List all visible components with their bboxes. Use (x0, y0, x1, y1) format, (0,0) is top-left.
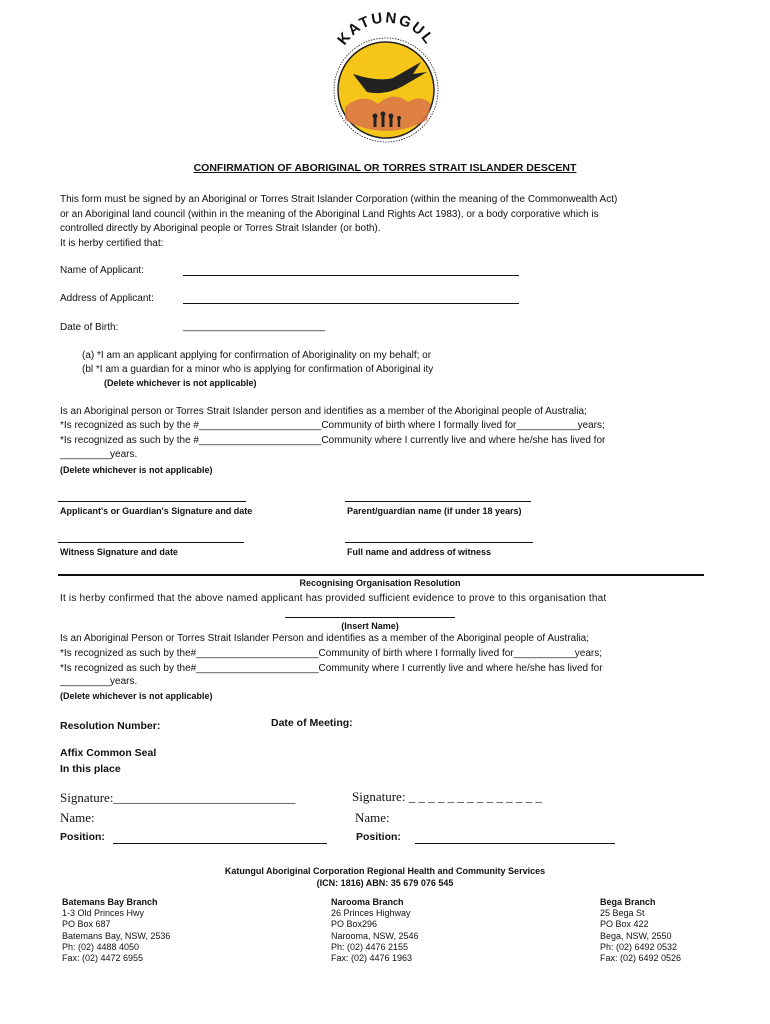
common-seal-place: In this place (60, 763, 121, 775)
right-signature-field[interactable]: Signature: _ _ _ _ _ _ _ _ _ _ _ _ _ _ (352, 789, 542, 804)
footer-org: Katungul Aboriginal Corporation Regional Health and Community Services (224, 866, 546, 876)
witness-name-line[interactable] (345, 542, 533, 543)
recognized-birth-line: *Is recognized as such by the #______________________Community of birth where I formally lived for___________years; (60, 420, 605, 431)
left-position-label: Position: (60, 831, 105, 843)
intro-line: It is herby certified that: (60, 237, 164, 249)
branch-batemans-bay (62, 897, 170, 964)
branch-line: 25 Bega St (600, 908, 645, 919)
branch-line: Narooma, NSW, 2546 (331, 930, 419, 941)
parent-name-label: Parent/guardian name (if under 18 years) (347, 506, 522, 516)
branch-bega (600, 897, 681, 964)
resolution-years-line: _________years. (60, 676, 138, 687)
branch-line: Fax: (02) 4472 6955 (62, 953, 144, 964)
footer-ids: (ICN: 1816) ABN: 35 679 076 545 (316, 878, 454, 888)
resolution-confirm-line: It is herby confirmed that the above named applicant has provided sufficient evidence to prove to this organisation that (60, 593, 607, 604)
branch-name: Batemans Bay Branch (62, 897, 158, 907)
dob-label: Date of Birth: (60, 322, 119, 333)
right-position-label: Position: (356, 831, 401, 843)
branch-line: Bega, NSW, 2550 (600, 930, 672, 941)
common-seal-label: Affix Common Seal (60, 747, 157, 759)
logo-title: KATUNGUL (334, 12, 438, 49)
dob-field[interactable]: ____________________________ (183, 321, 325, 332)
branch-line: 1-3 Old Princes Hwy (62, 908, 145, 919)
left-name-label: Name: (60, 810, 95, 825)
years-line: _________years. (60, 449, 138, 460)
applicant-signature-line[interactable] (58, 501, 246, 502)
left-signature-field[interactable]: Signature:____________________________ (60, 790, 296, 805)
intro-line: This form must be signed by an Aboriginal or Torres Strait Islander Corporation (within the meaning of the Commonwealth Act) (60, 194, 618, 205)
insert-name-field[interactable] (285, 617, 455, 618)
witness-signature-label: Witness Signature and date (60, 547, 178, 557)
branch-line: Ph: (02) 6492 0532 (600, 941, 678, 952)
katungul-logo (323, 12, 449, 146)
branch-line: Fax: (02) 6492 0526 (600, 953, 682, 964)
identity-line: Is an Aboriginal person or Torres Strait Islander person and identifies as a member of the Aboriginal people of Australia; (60, 406, 587, 417)
branch-line: 26 Princes Highway (331, 908, 411, 919)
meeting-date-label: Date of Meeting: (271, 717, 353, 729)
name-label: Name of Applicant: (60, 265, 144, 276)
parent-name-line[interactable] (345, 501, 531, 502)
branch-line: Ph: (02) 4488 4050 (62, 941, 140, 952)
resolution-number-label: Resolution Number: (60, 720, 161, 732)
intro-line: controlled directly by Aboriginal people or Torres Strait Islander (or both). (60, 223, 381, 234)
resolution-heading: Recognising Organisation Resolution (299, 578, 461, 588)
witness-name-label: Full name and address of witness (347, 547, 492, 557)
name-field[interactable] (183, 275, 519, 276)
witness-signature-line[interactable] (58, 542, 244, 543)
resolution-current-line: *Is recognized as such by the#______________________Community where I currently live and where he/she has lived for (60, 663, 603, 674)
insert-name-label: (Insert Name) (341, 621, 399, 631)
section1-note: (Delete whichever is not applicable) (60, 465, 213, 475)
branch-name: Narooma Branch (331, 897, 404, 907)
intro-paragraph (60, 193, 710, 251)
right-position-field[interactable] (415, 843, 615, 844)
branch-line: Batemans Bay, NSW, 2536 (62, 930, 171, 941)
branch-name: Bega Branch (600, 897, 656, 907)
address-field[interactable] (183, 303, 519, 304)
right-name-label: Name: (355, 810, 390, 825)
option-a: (a) *I am an applicant applying for confirmation of Aboriginality on my behalf; or (82, 350, 432, 361)
branch-line: Fax: (02) 4476 1963 (331, 953, 413, 964)
page-title: CONFIRMATION OF ABORIGINAL OR TORRES STRAIT ISLANDER DESCENT (193, 162, 577, 174)
resolution-identity-line: Is an Aboriginal Person or Torres Strait Islander Person and identifies as a member of the Aboriginal people of Australia; (60, 633, 590, 644)
branch-narooma (331, 897, 419, 964)
left-position-field[interactable] (113, 843, 327, 844)
resolution-note: (Delete whichever is not applicable) (60, 691, 213, 701)
intro-line: or an Aboriginal land council (within in the meaning of the Aboriginal Land Rights Act 1983), or a body corporative which is (60, 208, 599, 220)
option-note: (Delete whichever is not applicable) (104, 378, 257, 388)
recognized-current-line: *Is recognized as such by the #______________________Community where I currently live and where he/she has lived for (60, 435, 606, 446)
resolution-birth-line: *Is recognized as such by the#______________________Community of birth where I formally lived for___________years; (60, 648, 603, 659)
branch-line: PO Box 687 (62, 919, 111, 930)
option-b: (bl *I am a guardian for a minor who is applying for confirmation of Aboriginal ity (82, 364, 434, 375)
applicant-signature-label: Applicant's or Guardian's Signature and date (60, 506, 253, 516)
branch-line: PO Box296 (331, 919, 378, 930)
address-label: Address of Applicant: (60, 293, 154, 304)
section-divider (58, 574, 704, 576)
branch-line: PO Box 422 (600, 919, 649, 930)
branch-line: Ph: (02) 4476 2155 (331, 941, 409, 952)
